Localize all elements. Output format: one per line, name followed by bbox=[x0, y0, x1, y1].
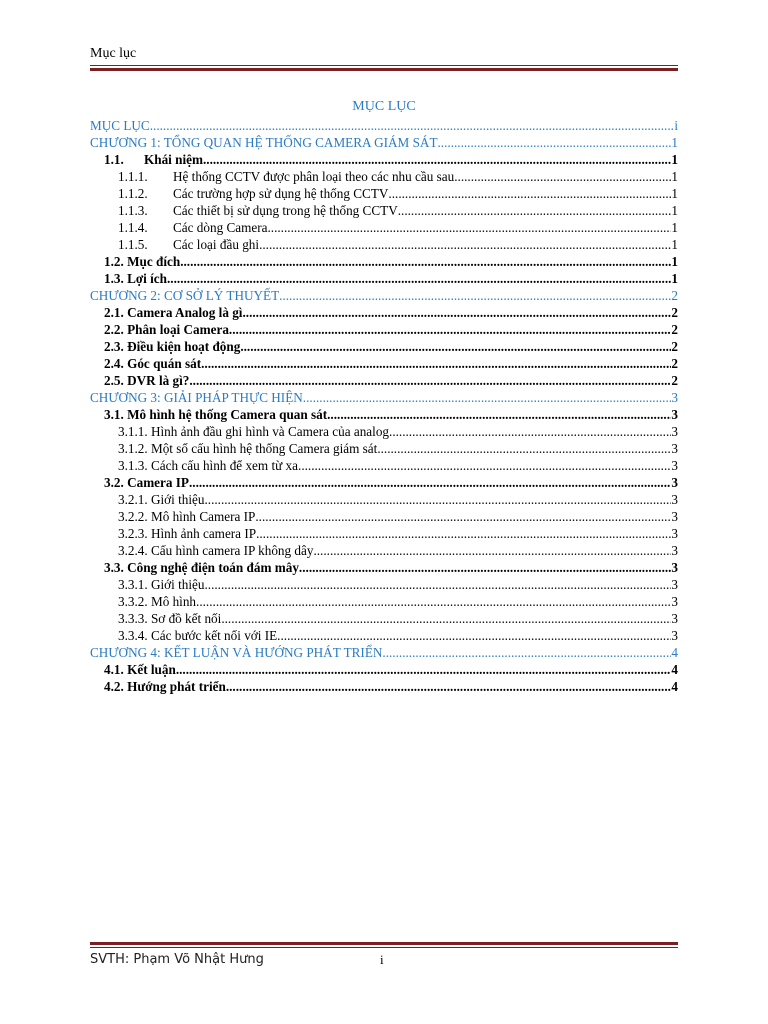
toc-entry[interactable] bbox=[90, 559, 678, 576]
toc-entry-title: CHƯƠNG 4: KẾT LUẬN VÀ HƯỚNG PHÁT TRIỂN bbox=[90, 645, 383, 660]
toc-entry[interactable] bbox=[90, 219, 678, 236]
toc-entry-number: 2.1. bbox=[104, 305, 124, 320]
toc-entry[interactable] bbox=[90, 117, 678, 134]
toc-entry-page: 1 bbox=[671, 254, 678, 269]
toc-entry[interactable] bbox=[90, 321, 678, 338]
toc-entry-title: Khái niệm bbox=[144, 152, 203, 167]
toc-entry-page: 3 bbox=[671, 628, 678, 643]
toc-title: MỤC LỤC bbox=[352, 99, 416, 114]
toc-entry-number: 4.1. bbox=[104, 662, 124, 677]
toc-entry-title: Camera IP bbox=[127, 475, 189, 490]
table-of-contents bbox=[90, 117, 678, 695]
toc-entry-number: 1.1. bbox=[104, 152, 124, 167]
toc-leader-dots bbox=[176, 661, 672, 678]
toc-leader-dots bbox=[279, 287, 671, 304]
toc-entry-number: 3.3.2. bbox=[118, 594, 148, 609]
toc-leader-dots bbox=[438, 134, 672, 151]
toc-entry-page: 3 bbox=[671, 458, 678, 473]
footer-page-number: i bbox=[380, 952, 384, 967]
toc-entry[interactable] bbox=[90, 525, 678, 542]
toc-entry-page: 3 bbox=[671, 441, 678, 456]
toc-entry[interactable] bbox=[90, 644, 678, 661]
toc-entry-title: Các loại đầu ghi bbox=[173, 237, 260, 252]
toc-entry-title: Giới thiệu bbox=[150, 492, 205, 507]
toc-entry-number: 2.4. bbox=[104, 356, 124, 371]
toc-leader-dots bbox=[150, 117, 675, 134]
toc-entry-number: 1.1.1. bbox=[118, 169, 148, 184]
toc-entry[interactable] bbox=[90, 678, 678, 695]
toc-leader-dots bbox=[167, 270, 671, 287]
toc-entry-title: Công nghệ điện toán đám mây bbox=[127, 560, 299, 575]
toc-entry-title: Mô hình Camera IP bbox=[150, 509, 256, 524]
toc-leader-dots bbox=[189, 372, 671, 389]
toc-entry-title: Hình ảnh camera IP bbox=[150, 526, 257, 541]
toc-entry-title: Sơ đồ kết nối bbox=[150, 611, 222, 626]
toc-leader-dots bbox=[259, 236, 671, 253]
toc-entry[interactable] bbox=[90, 474, 678, 491]
toc-entry-page: 3 bbox=[671, 475, 678, 490]
toc-entry-title: CHƯƠNG 2: CƠ SỞ LÝ THUYẾT bbox=[90, 288, 280, 303]
toc-entry-title: Các dòng Camera bbox=[173, 220, 268, 235]
toc-entry-number: 3.3. bbox=[104, 560, 124, 575]
toc-entry-number: 3.1. bbox=[104, 407, 124, 422]
toc-entry-page: 2 bbox=[671, 373, 678, 388]
toc-entry-title: DVR là gì? bbox=[127, 373, 190, 388]
toc-leader-dots bbox=[377, 440, 671, 457]
toc-leader-dots bbox=[327, 406, 671, 423]
toc-leader-dots bbox=[303, 389, 672, 406]
toc-entry[interactable] bbox=[90, 287, 678, 304]
toc-entry-title: Hướng phát triển bbox=[127, 679, 226, 694]
toc-entry-number: 3.1.2. bbox=[118, 441, 148, 456]
toc-entry-title: Các trường hợp sử dụng hệ thống CCTV bbox=[173, 186, 389, 201]
footer-author: SVTH: Phạm Võ Nhật Hưng bbox=[90, 952, 264, 967]
toc-entry-page: 1 bbox=[671, 169, 678, 184]
toc-entry[interactable] bbox=[90, 372, 678, 389]
toc-entry[interactable] bbox=[90, 253, 678, 270]
toc-entry[interactable] bbox=[90, 627, 678, 644]
toc-entry-page: 1 bbox=[671, 203, 678, 218]
toc-entry[interactable] bbox=[90, 542, 678, 559]
toc-entry-number: 4.2. bbox=[104, 679, 124, 694]
toc-entry-number: 1.1.2. bbox=[118, 186, 148, 201]
toc-entry-page: 3 bbox=[671, 424, 678, 439]
toc-entry-number: 1.1.4. bbox=[118, 220, 148, 235]
toc-leader-dots bbox=[226, 678, 672, 695]
toc-entry[interactable] bbox=[90, 270, 678, 287]
toc-entry-page: 2 bbox=[671, 305, 678, 320]
toc-entry-number: 3.1.3. bbox=[118, 458, 148, 473]
toc-entry-page: 1 bbox=[671, 186, 678, 201]
toc-leader-dots bbox=[189, 474, 671, 491]
footer-rule bbox=[90, 942, 678, 948]
toc-leader-dots bbox=[388, 185, 671, 202]
toc-entry-title: Giới thiệu bbox=[150, 577, 205, 592]
toc-entry-title: Các thiết bị sử dụng trong hệ thống CCTV bbox=[173, 203, 398, 218]
toc-entry-title: Hệ thống CCTV được phân loại theo các nhu cầu sau bbox=[173, 169, 455, 184]
toc-entry-page: 3 bbox=[671, 577, 678, 592]
toc-entry-number: 2.2. bbox=[104, 322, 124, 337]
toc-entry-page: 4 bbox=[671, 662, 678, 677]
toc-leader-dots bbox=[454, 168, 671, 185]
toc-entry-page: 2 bbox=[671, 322, 678, 337]
toc-leader-dots bbox=[255, 508, 671, 525]
toc-leader-dots bbox=[180, 253, 671, 270]
toc-leader-dots bbox=[256, 525, 671, 542]
toc-entry[interactable] bbox=[90, 202, 678, 219]
toc-entry[interactable] bbox=[90, 236, 678, 253]
toc-entry-number: 3.2.2. bbox=[118, 509, 148, 524]
toc-entry-page: 4 bbox=[671, 645, 678, 660]
toc-entry[interactable] bbox=[90, 440, 678, 457]
toc-entry-number: 3.1.1. bbox=[118, 424, 148, 439]
toc-entry-title: Các bước kết nối với IE bbox=[150, 628, 278, 643]
toc-entry-page: i bbox=[674, 118, 678, 133]
toc-entry-title: Phân loại Camera bbox=[127, 322, 229, 337]
toc-entry-page: 4 bbox=[671, 679, 678, 694]
toc-entry[interactable] bbox=[90, 491, 678, 508]
toc-entry-title: Điều kiện hoạt động bbox=[127, 339, 241, 354]
toc-entry-page: 3 bbox=[671, 594, 678, 609]
toc-entry-page: 1 bbox=[671, 237, 678, 252]
toc-entry[interactable] bbox=[90, 304, 678, 321]
toc-entry-number: 3.2.4. bbox=[118, 543, 148, 558]
toc-entry-number: 3.3.1. bbox=[118, 577, 148, 592]
toc-entry-number: 3.2.3. bbox=[118, 526, 148, 541]
toc-entry-page: 3 bbox=[671, 560, 678, 575]
toc-entry[interactable] bbox=[90, 508, 678, 525]
toc-entry-page: 1 bbox=[671, 135, 678, 150]
toc-entry[interactable] bbox=[90, 406, 678, 423]
toc-entry-number: 1.3. bbox=[104, 271, 124, 286]
toc-leader-dots bbox=[204, 491, 671, 508]
toc-entry-page: 1 bbox=[671, 271, 678, 286]
toc-entry-title: Camera Analog là gì bbox=[127, 305, 243, 320]
toc-entry-page: 3 bbox=[671, 526, 678, 541]
toc-leader-dots bbox=[201, 355, 671, 372]
toc-entry-title: Mục đích bbox=[127, 254, 181, 269]
toc-entry[interactable] bbox=[90, 457, 678, 474]
toc-entry[interactable] bbox=[90, 661, 678, 678]
toc-entry[interactable] bbox=[90, 423, 678, 440]
toc-entry-page: 1 bbox=[671, 152, 678, 167]
toc-entry-number: 1.1.5. bbox=[118, 237, 148, 252]
toc-leader-dots bbox=[229, 321, 671, 338]
toc-entry[interactable] bbox=[90, 151, 678, 168]
toc-entry-title: Góc quán sát bbox=[127, 356, 202, 371]
header-title: Mục lục bbox=[90, 46, 137, 61]
toc-leader-dots bbox=[382, 644, 671, 661]
toc-entry[interactable] bbox=[90, 168, 678, 185]
toc-entry[interactable] bbox=[90, 185, 678, 202]
toc-entry-title: Cấu hình camera IP không dây bbox=[150, 543, 314, 558]
toc-entry-title: CHƯƠNG 1: TỔNG QUAN HỆ THỐNG CAMERA GIÁM SÁT bbox=[90, 135, 438, 150]
toc-leader-dots bbox=[277, 627, 671, 644]
toc-entry-number: 2.3. bbox=[104, 339, 124, 354]
toc-entry-page: 2 bbox=[671, 356, 678, 371]
toc-entry-page: 3 bbox=[671, 407, 678, 422]
toc-entry-title: CHƯƠNG 3: GIẢI PHÁP THỰC HIỆN bbox=[90, 390, 303, 405]
toc-entry[interactable] bbox=[90, 593, 678, 610]
toc-leader-dots bbox=[242, 304, 671, 321]
toc-entry-title: Mô hình hệ thống Camera quan sát bbox=[127, 407, 328, 422]
toc-entry[interactable] bbox=[90, 610, 678, 627]
toc-entry-title: Hình ảnh đầu ghi hình và Camera của analog bbox=[150, 424, 390, 439]
toc-entry[interactable] bbox=[90, 389, 678, 406]
toc-entry[interactable] bbox=[90, 134, 678, 151]
toc-entry-number: 3.2.1. bbox=[118, 492, 148, 507]
toc-entry-page: 3 bbox=[671, 390, 678, 405]
toc-entry-number: 3.2. bbox=[104, 475, 124, 490]
toc-leader-dots bbox=[298, 457, 671, 474]
toc-leader-dots bbox=[389, 423, 671, 440]
toc-entry-title: Cách cấu hình để xem từ xa bbox=[150, 458, 299, 473]
toc-entry-page: 3 bbox=[671, 492, 678, 507]
toc-entry-title: MỤC LỤC bbox=[90, 118, 150, 133]
toc-entry-page: 1 bbox=[671, 220, 678, 235]
toc-leader-dots bbox=[267, 219, 671, 236]
toc-leader-dots bbox=[240, 338, 671, 355]
toc-entry-page: 3 bbox=[671, 543, 678, 558]
toc-entry[interactable] bbox=[90, 338, 678, 355]
toc-entry[interactable] bbox=[90, 355, 678, 372]
toc-entry-title: Lợi ích bbox=[127, 271, 167, 286]
toc-entry-page: 2 bbox=[671, 339, 678, 354]
toc-leader-dots bbox=[221, 610, 671, 627]
toc-leader-dots bbox=[203, 151, 671, 168]
toc-leader-dots bbox=[398, 202, 672, 219]
toc-leader-dots bbox=[204, 576, 671, 593]
toc-entry-title: Kết luận bbox=[127, 662, 176, 677]
toc-entry-number: 3.3.3. bbox=[118, 611, 148, 626]
toc-entry-number: 1.2. bbox=[104, 254, 124, 269]
toc-leader-dots bbox=[196, 593, 671, 610]
toc-entry-number: 2.5. bbox=[104, 373, 124, 388]
toc-entry-page: 3 bbox=[671, 611, 678, 626]
toc-entry-number: 1.1.3. bbox=[118, 203, 148, 218]
toc-entry-page: 2 bbox=[671, 288, 678, 303]
toc-entry-title: Mô hình bbox=[150, 594, 197, 609]
header-rule bbox=[90, 65, 678, 71]
toc-leader-dots bbox=[313, 542, 671, 559]
toc-entry-title: Một số cấu hình hệ thống Camera giám sát bbox=[150, 441, 378, 456]
toc-entry[interactable] bbox=[90, 576, 678, 593]
toc-entry-page: 3 bbox=[671, 509, 678, 524]
toc-leader-dots bbox=[299, 559, 671, 576]
toc-entry-number: 3.3.4. bbox=[118, 628, 148, 643]
